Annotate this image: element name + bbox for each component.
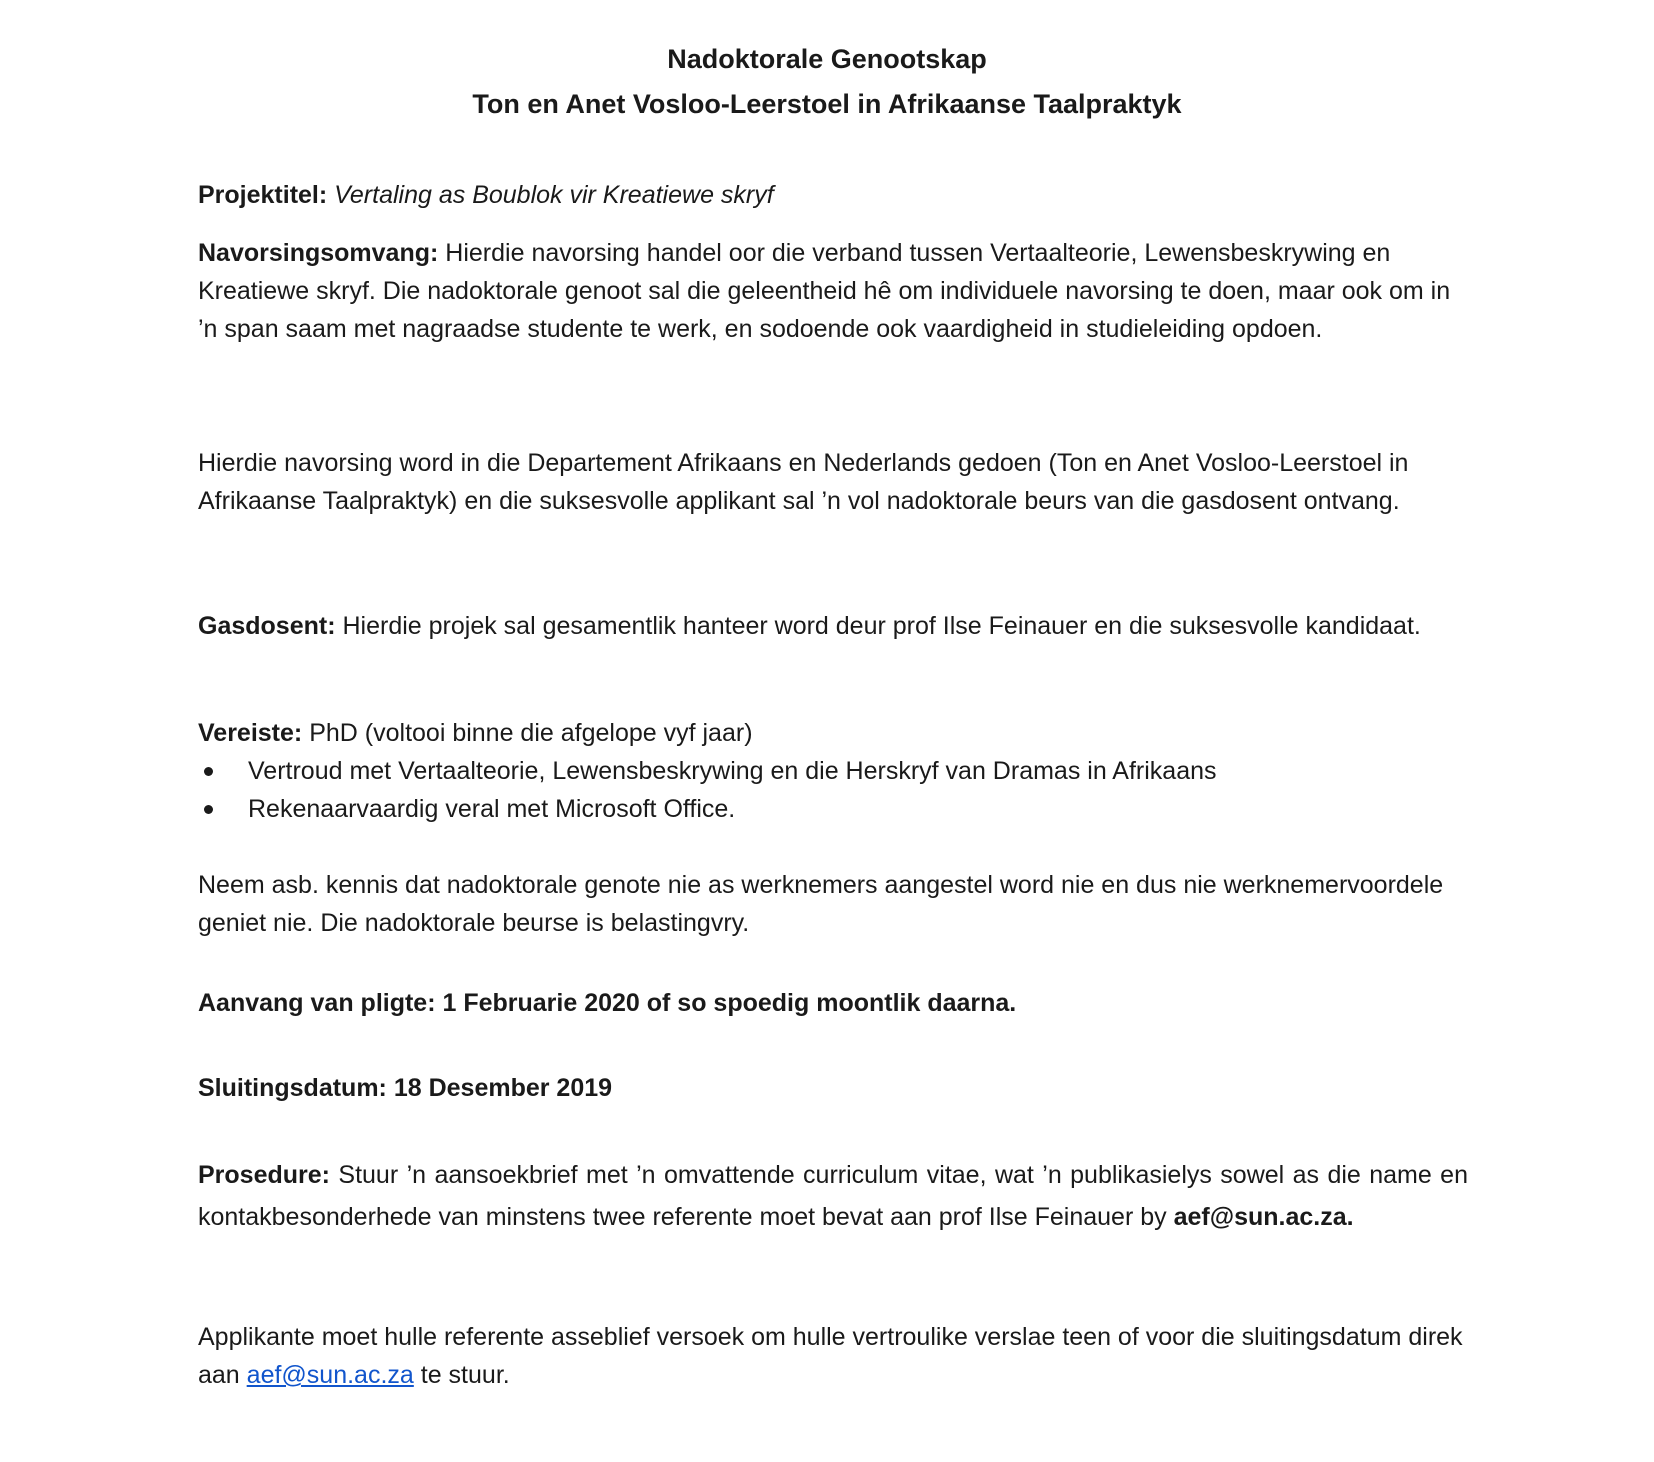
bullet-icon <box>204 805 213 814</box>
aanvang-paragraph: Aanvang van pligte: 1 Februarie 2020 of so spoedig moontlik daarna. <box>198 989 1017 1017</box>
projektitel-paragraph <box>198 176 1468 214</box>
applikante-text: Applikante moet hulle referente asseblief versoek om hulle vertroulike verslae teen of voor die sluitingsdatum direk aan <box>198 1323 1463 1389</box>
prosedure-label: Prosedure: <box>198 1161 330 1189</box>
projektitel-label: Projektitel: <box>198 181 328 209</box>
bullet-icon <box>204 767 213 776</box>
gasdosent-label: Gasdosent: <box>198 612 336 640</box>
applikante-text-end: te stuur. <box>420 1361 510 1389</box>
email-link[interactable]: aef@sun.ac.za <box>246 1361 414 1389</box>
list-item-text: Rekenaarvaardig veral met Microsoft Office. <box>248 795 736 823</box>
navorsingsomvang-paragraph <box>198 234 1468 348</box>
prosedure-email: aef@sun.ac.za. <box>1173 1203 1354 1231</box>
heading-line-2: Ton en Anet Vosloo-Leerstoel in Afrikaanse Taalpraktyk <box>472 89 1182 119</box>
departement-paragraph: Hierdie navorsing word in die Departement Afrikaans en Nederlands gedoen (Ton en Anet Vosloo-Leerstoel in Afrikaanse Taalpraktyk) en die suksesvolle applikant sal ’n vol nadoktorale beurs van die gasdosent ontvang. <box>198 449 1409 515</box>
sluitingsdatum-paragraph: Sluitingsdatum: 18 Desember 2019 <box>198 1074 613 1102</box>
navorsingsomvang-label: Navorsingsomvang: <box>198 239 439 267</box>
vereiste-paragraph <box>198 714 1468 752</box>
prosedure-text: Stuur ’n aansoekbrief met ’n omvattende curriculum vitae, wat ’n publikasielys sowel as die name en kontakbesonderhede van minstens twee referente moet bevat aan prof Ilse Feinauer by <box>198 1161 1468 1231</box>
list-item-text: Vertroud met Vertaalteorie, Lewensbeskrywing en die Herskryf van Dramas in Afrikaans <box>248 757 1217 785</box>
gasdosent-text: Hierdie projek sal gesamentlik hanteer word deur prof Ilse Feinauer en die suksesvolle kandidaat. <box>342 612 1421 640</box>
prosedure-paragraph <box>198 1154 1468 1238</box>
heading-line-1: Nadoktorale Genootskap <box>667 44 987 74</box>
vereiste-text: PhD (voltooi binne die afgelope vyf jaar) <box>309 719 753 747</box>
vereiste-label: Vereiste: <box>198 719 303 747</box>
projektitel-value: Vertaling as Boublok vir Kreatiewe skryf <box>334 181 774 209</box>
gasdosent-paragraph <box>198 606 1468 646</box>
applikante-paragraph <box>198 1318 1468 1394</box>
navorsingsomvang-text: Hierdie navorsing handel oor die verband tussen Vertaalteorie, Lewensbeskrywing en Kreatiewe skryf. Die nadoktorale genoot sal die geleentheid hê om individuele navorsing te doen, maar ook om in ’n span saam met nagraadse studente te werk, en sodoende ook vaardigheid in studieleiding opdoen. <box>198 239 1451 343</box>
kennis-paragraph: Neem asb. kennis dat nadoktorale genote nie as werknemers aangestel word nie en dus nie werknemervoordele geniet nie. Die nadoktorale beurse is belastingvry. <box>198 871 1444 937</box>
